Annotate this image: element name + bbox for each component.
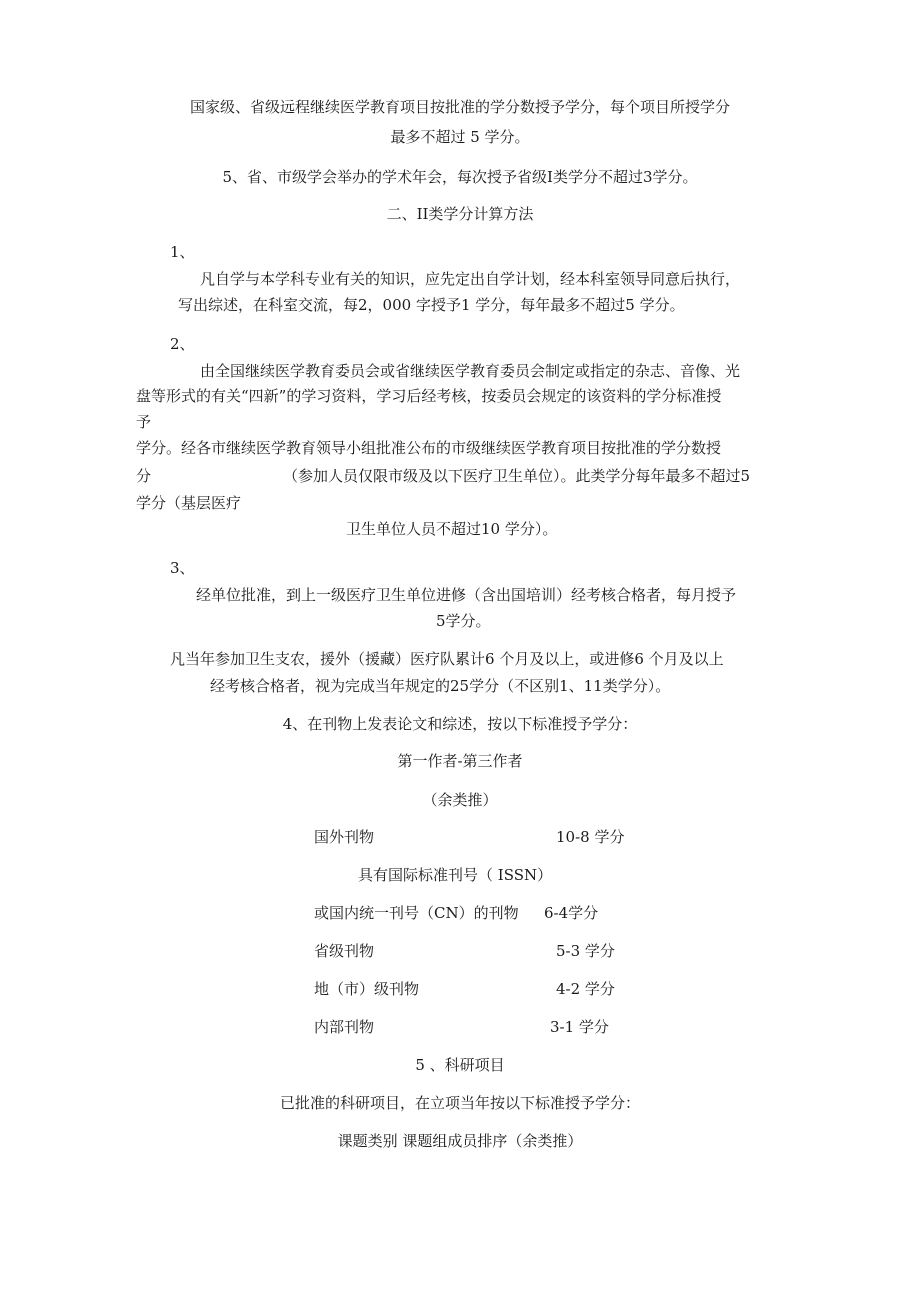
academic-conference-item: 5、省、市级学会举办的学术年会，每次授予省级I类学分不超过3学分。 — [222, 168, 698, 186]
item3-line1: 经单位批准，到上一级医疗卫生单位进修（含出国培训）经考核合格者，每月授予 — [196, 586, 737, 604]
journal-row-value: 5-3 学分 — [556, 942, 615, 960]
item1-number: 1、 — [170, 243, 195, 261]
item4-authors: 第一作者-第三作者 — [397, 752, 523, 770]
item2-line5-start: 分 — [136, 467, 152, 485]
item5-title: 5 、科研项目 — [415, 1056, 505, 1074]
journal-row-label: 国外刊物 — [314, 828, 375, 846]
journal-row-label: 具有国际标准刊号（ ISSN） — [358, 866, 553, 884]
item1-line1: 凡自学与本学科专业有关的知识，应先定出自学计划，经本科室领导同意后执行， — [200, 270, 741, 288]
item5-line1: 已批准的科研项目，在立项当年按以下标准授予学分： — [279, 1094, 640, 1112]
item1-line2: 写出综述，在科室交流，每2，000 字授予1 学分，每年最多不超过5 学分。 — [178, 296, 685, 314]
item3-number: 3、 — [170, 559, 195, 577]
item3-line4: 经考核合格者，视为完成当年规定的25学分（不区别1、11类学分）。 — [210, 677, 671, 695]
item2-line1: 由全国继续医学教育委员会或省继续医学教育委员会制定或指定的杂志、音像、光 — [200, 362, 741, 380]
item4-title: 4、在刊物上发表论文和综述，按以下标准授予学分： — [282, 715, 638, 733]
journal-row-label: 内部刊物 — [314, 1018, 375, 1036]
item5-line2: 课题类别 课题组成员排序（余类推） — [337, 1132, 583, 1150]
remote-education-line2: 最多不超过 5 学分。 — [390, 128, 530, 146]
remote-education-line1: 国家级、省级远程继续医学教育项目按批准的学分数授予学分，每个项目所授学分 — [189, 98, 730, 116]
journal-row-value: 10-8 学分 — [556, 828, 625, 846]
journal-row-label: 省级刊物 — [314, 942, 375, 960]
item3-line3: 凡当年参加卫生支农，援外（援藏）医疗队累计6 个月及以上，或进修6 个月及以上 — [170, 650, 724, 668]
item2-line2: 盘等形式的有关“四新”的学习资料，学习后经考核，按委员会规定的该资料的学分标准授 — [136, 387, 722, 405]
item2-line7: 卫生单位人员不超过10 学分）。 — [346, 520, 558, 538]
journal-row-label: 地（市）级刊物 — [314, 980, 420, 998]
item2-line5-rest: （参加人员仅限市级及以下医疗卫生单位）。此类学分每年最多不超过5 — [283, 467, 751, 485]
item4-note: （余类推） — [422, 791, 498, 809]
journal-row-value: 3-1 学分 — [550, 1018, 609, 1036]
item2-line3: 予 — [136, 413, 152, 431]
journal-row-value: 6-4学分 — [544, 904, 599, 922]
journal-row-value: 4-2 学分 — [556, 980, 615, 998]
item3-line2: 5学分。 — [436, 612, 491, 630]
item2-line4: 学分。经各市继续医学教育领导小组批准公布的市级继续医学教育项目按批准的学分数授 — [136, 439, 722, 457]
item2-number: 2、 — [170, 335, 195, 353]
item2-line6: 学分（基层医疗 — [136, 494, 242, 512]
section-title-class2: 二、II类学分计算方法 — [386, 205, 534, 223]
journal-row-label: 或国内统一刊号（CN）的刊物 — [314, 904, 519, 922]
